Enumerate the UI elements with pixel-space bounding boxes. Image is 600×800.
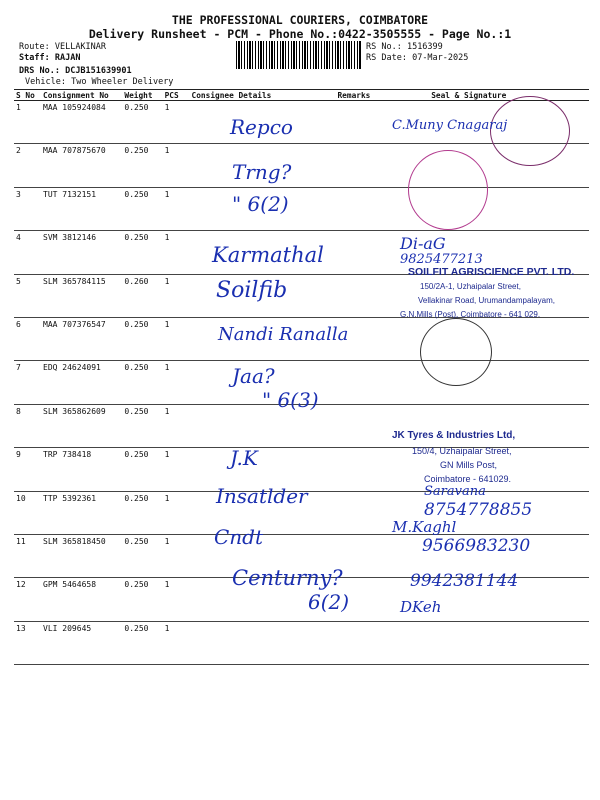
- row-sno: 7: [14, 361, 41, 404]
- col-remarks: Remarks: [335, 90, 391, 101]
- hw-consignee-1: Repco: [230, 115, 293, 139]
- drs-line: [19, 66, 132, 76]
- row-consignee-details: [190, 144, 336, 187]
- hw-phone-10: 8754778855: [424, 500, 533, 520]
- row-pcs: 1: [163, 317, 190, 360]
- row-pcs: 1: [163, 448, 190, 491]
- row-seal-signature: [391, 621, 589, 664]
- rs-date-line: [366, 53, 468, 63]
- soilfit-stamp-name: SOILFIT AGRISCIENCE PVT. LTD.: [408, 266, 575, 278]
- row-pcs: 1: [163, 231, 190, 274]
- row-consignee-details: [190, 187, 336, 230]
- staff-line: [19, 53, 80, 63]
- row-consignment-no: TUT 7132151: [41, 187, 122, 230]
- hw-signature-10: Saravana: [424, 484, 486, 499]
- row-sno: 1: [14, 101, 41, 144]
- row-weight: 0.250: [122, 361, 162, 404]
- row-weight: 0.250: [122, 187, 162, 230]
- row-remarks: [335, 144, 391, 187]
- hw-consignee-7: Jaa?: [232, 364, 275, 388]
- row-pcs: 1: [163, 621, 190, 664]
- row-weight: 0.250: [122, 448, 162, 491]
- row-consignee-details: [190, 231, 336, 274]
- table-row: [14, 578, 589, 621]
- hw-mark-8: " 6(3): [262, 388, 319, 412]
- row-sno: 5: [14, 274, 41, 317]
- page-subtitle: Delivery Runsheet - PCM - Phone No.:0422-3505555 - Page No.:1: [88, 27, 512, 41]
- row-pcs: 1: [163, 274, 190, 317]
- row-remarks: [335, 101, 391, 144]
- row-remarks: [335, 361, 391, 404]
- round-seal-1: [490, 96, 570, 166]
- hw-signature-11: M.Kaghl: [392, 518, 457, 536]
- table-row: [14, 361, 589, 404]
- table-header-row: [14, 90, 589, 101]
- row-pcs: 1: [163, 491, 190, 534]
- row-consignment-no: MAA 707376547: [41, 317, 122, 360]
- hw-consignee-5: Soilfib: [216, 278, 288, 303]
- row-pcs: 1: [163, 144, 190, 187]
- row-weight: 0.260: [122, 274, 162, 317]
- col-consignee: Consignee Details: [190, 90, 336, 101]
- row-consignee-details: [190, 361, 336, 404]
- page-title: THE PROFESSIONAL COURIERS, COIMBATORE: [171, 13, 429, 27]
- hw-phone-4: 9825477213: [400, 252, 483, 267]
- route-value: VELLAKINAR: [54, 42, 107, 52]
- row-seal-signature: [391, 491, 589, 534]
- hw-mark-12: 6(2): [308, 590, 350, 614]
- row-consignment-no: SLM 365784115: [41, 274, 122, 317]
- row-remarks: [335, 448, 391, 491]
- row-remarks: [335, 404, 391, 447]
- row-seal-signature: [391, 534, 589, 577]
- col-sno: S No: [14, 90, 41, 101]
- row-weight: 0.250: [122, 491, 162, 534]
- row-consignee-details: [190, 491, 336, 534]
- rs-date-label: RS Date:: [366, 53, 407, 63]
- hw-signature-1: C.Muny Cnagaraj: [392, 118, 508, 133]
- hw-signature-4: Di-aG: [400, 234, 446, 253]
- row-consignee-details: [190, 448, 336, 491]
- hw-consignee-12: Centurny?: [232, 566, 343, 590]
- row-remarks: [335, 274, 391, 317]
- vehicle-line: [25, 77, 173, 87]
- soilfit-stamp-addr1: 150/2A-1, Uzhaipalar Street,: [420, 282, 521, 291]
- col-seal-signature: Seal & Signature: [391, 90, 589, 101]
- row-remarks: [335, 491, 391, 534]
- table-row: [14, 187, 589, 230]
- row-remarks: [335, 317, 391, 360]
- barcode: [236, 41, 361, 69]
- drs-value: DCJB151639901: [65, 66, 132, 76]
- table-row: [14, 317, 589, 360]
- row-sno: 3: [14, 187, 41, 230]
- row-weight: 0.250: [122, 144, 162, 187]
- row-weight: 0.250: [122, 621, 162, 664]
- hw-consignee-2: Trng?: [232, 160, 292, 184]
- table-row: [14, 534, 589, 577]
- hw-consignee-11: Cndt: [214, 525, 264, 549]
- rs-date-value: 07-Mar-2025: [412, 53, 469, 63]
- hw-signature-13: DKeh: [400, 598, 442, 616]
- jk-stamp-addr2: GN Mills Post,: [440, 460, 498, 470]
- jk-stamp-addr1: 150/4, Uzhaipalar Street,: [412, 446, 512, 456]
- vehicle-label: Vehicle:: [25, 77, 66, 87]
- row-consignment-no: SLM 365862609: [41, 404, 122, 447]
- row-consignee-details: [190, 317, 336, 360]
- hw-consignee-10: Insatlder: [216, 484, 308, 508]
- row-consignee-details: [190, 274, 336, 317]
- col-consignment: Consignment No: [41, 90, 122, 101]
- row-remarks: [335, 578, 391, 621]
- jk-stamp-addr3: Coimbatore - 641029.: [424, 474, 512, 484]
- row-consignee-details: [190, 404, 336, 447]
- runsheet-table: [14, 89, 589, 665]
- hw-mark-3: " 6(2): [232, 192, 289, 216]
- rs-no-value: 1516399: [406, 42, 443, 52]
- route-line: [19, 42, 106, 52]
- row-pcs: 1: [163, 578, 190, 621]
- row-pcs: 1: [163, 404, 190, 447]
- row-weight: 0.250: [122, 101, 162, 144]
- row-consignment-no: SVM 3812146: [41, 231, 122, 274]
- row-remarks: [335, 534, 391, 577]
- row-consignee-details: [190, 101, 336, 144]
- drs-label: DRS No.:: [19, 66, 60, 76]
- row-sno: 2: [14, 144, 41, 187]
- jk-stamp-name: JK Tyres & Industries Ltd,: [392, 430, 516, 441]
- row-consignee-details: [190, 621, 336, 664]
- row-sno: 11: [14, 534, 41, 577]
- vehicle-value: Two Wheeler Delivery: [71, 77, 174, 87]
- row-consignment-no: GPM 5464658: [41, 578, 122, 621]
- table-row: [14, 621, 589, 664]
- row-remarks: [335, 231, 391, 274]
- row-consignee-details: [190, 534, 336, 577]
- table-row: [14, 491, 589, 534]
- hw-consignee-4: Karmathal: [212, 243, 324, 267]
- col-weight: Weight: [122, 90, 162, 101]
- row-sno: 12: [14, 578, 41, 621]
- row-weight: 0.250: [122, 404, 162, 447]
- soilfit-stamp-addr3: G.N.Mills (Post), Coimbatore - 641 029.: [400, 310, 541, 319]
- row-pcs: 1: [163, 101, 190, 144]
- row-weight: 0.250: [122, 578, 162, 621]
- row-remarks: [335, 187, 391, 230]
- row-consignment-no: EDQ 24624091: [41, 361, 122, 404]
- hw-consignee-6: Nandi Ranalla: [218, 324, 349, 345]
- staff-value: RAJAN: [54, 53, 81, 63]
- row-consignment-no: MAA 707875670: [41, 144, 122, 187]
- hw-phone-12: 9942381144: [410, 571, 519, 591]
- row-sno: 8: [14, 404, 41, 447]
- row-seal-signature: [391, 404, 589, 447]
- row-seal-signature: [391, 361, 589, 404]
- row-pcs: 1: [163, 187, 190, 230]
- round-seal-3: [420, 318, 492, 386]
- row-weight: 0.250: [122, 231, 162, 274]
- row-consignment-no: SLM 365818450: [41, 534, 122, 577]
- row-sno: 9: [14, 448, 41, 491]
- hw-phone-11: 9566983230: [422, 536, 531, 556]
- route-label: Route:: [19, 42, 50, 52]
- row-remarks: [335, 621, 391, 664]
- row-sno: 10: [14, 491, 41, 534]
- soilfit-stamp-addr2: Vellakinar Road, Urumandampalayam,: [418, 296, 555, 305]
- row-pcs: 1: [163, 534, 190, 577]
- row-consignment-no: VLI 209645: [41, 621, 122, 664]
- row-consignment-no: TTP 5392361: [41, 491, 122, 534]
- round-seal-2: [408, 150, 488, 230]
- staff-label: Staff:: [19, 53, 50, 63]
- col-pcs: PCS: [163, 90, 190, 101]
- row-weight: 0.250: [122, 317, 162, 360]
- row-consignee-details: [190, 578, 336, 621]
- rs-no-line: [366, 42, 443, 52]
- row-sno: 6: [14, 317, 41, 360]
- row-seal-signature: [391, 578, 589, 621]
- row-sno: 4: [14, 231, 41, 274]
- row-consignment-no: TRP 738418: [41, 448, 122, 491]
- row-consignment-no: MAA 105924084: [41, 101, 122, 144]
- hw-consignee-9: J.K: [230, 446, 258, 470]
- row-weight: 0.250: [122, 534, 162, 577]
- rs-no-label: RS No.:: [366, 42, 402, 52]
- row-pcs: 1: [163, 361, 190, 404]
- row-sno: 13: [14, 621, 41, 664]
- table-row: [14, 404, 589, 447]
